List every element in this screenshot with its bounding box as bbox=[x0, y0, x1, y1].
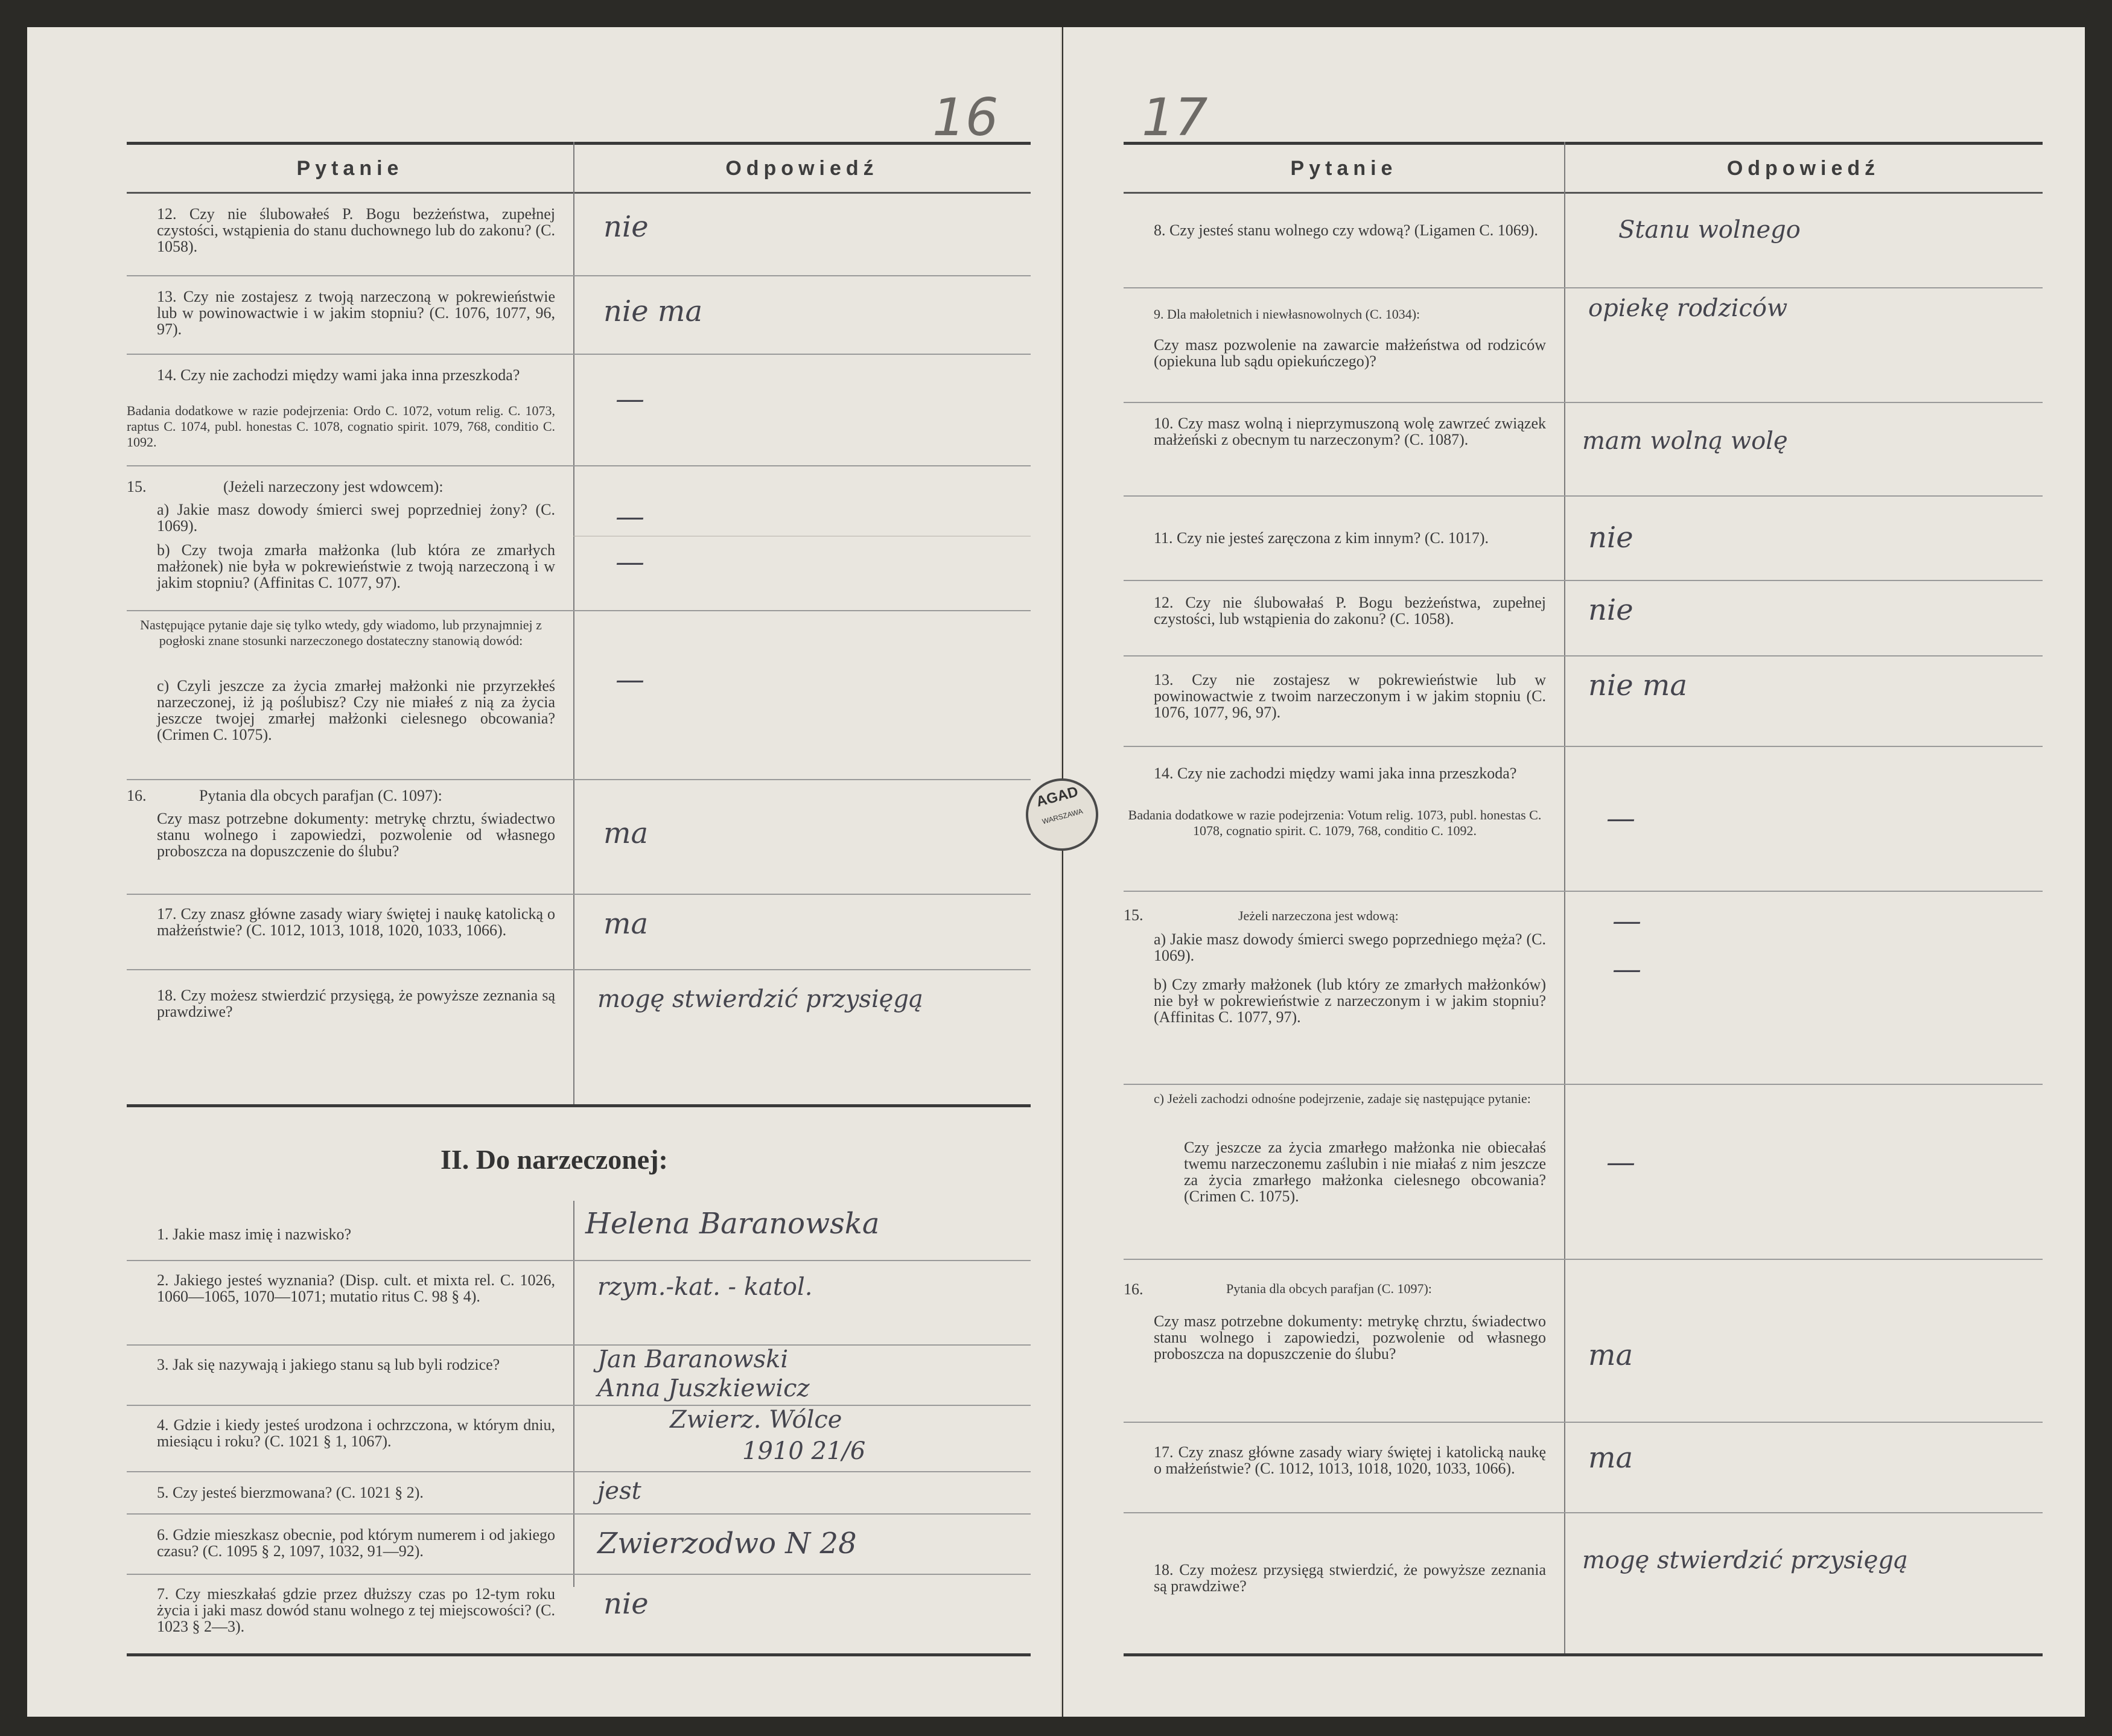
table-row bbox=[127, 466, 1031, 611]
table-end-rule bbox=[127, 1104, 1031, 1107]
question-text: 13. Czy nie zostajesz z twoją narzeczoną w pokrewieństwie lub w powinowactwie i w jakim stopniu? (C. 1076, 1077, 96, 97). bbox=[157, 288, 555, 338]
question-text: 14. Czy nie zachodzi między wami jaka inna przeszkoda? bbox=[1154, 765, 1517, 782]
answer-text: Helena Baranowska bbox=[585, 1207, 880, 1241]
answer-text: nie ma bbox=[1588, 669, 1688, 702]
answer-text: nie bbox=[1588, 521, 1633, 555]
question-text: 2. Jakiego jesteś wyznania? (Disp. cult. et mixta rel. C. 1026, 1060—1065, 1070—1071; mutatio ritus C. 98 § 4). bbox=[157, 1271, 555, 1305]
table-end-rule bbox=[1124, 1653, 2043, 1656]
question-number: 15. bbox=[127, 478, 147, 495]
answer-text: Anna Juszkiewicz bbox=[597, 1375, 810, 1402]
answer-text: ma bbox=[1588, 1441, 1633, 1475]
question-text: 18. Czy możesz przysięgą stwierdzić, że powyższe zeznania są prawdziwe? bbox=[1154, 1561, 1546, 1595]
table-row bbox=[1124, 581, 2043, 657]
note-text: c) Jeżeli zachodzi odnośne podejrzenie, zadaje się następujące pytanie: bbox=[1154, 1091, 1531, 1106]
table-row bbox=[1124, 1513, 2043, 1653]
header-question: Pytanie bbox=[296, 156, 404, 180]
table-row bbox=[127, 611, 1031, 780]
table-header bbox=[1124, 142, 2043, 194]
answer-text: nie bbox=[603, 210, 649, 244]
left-page bbox=[27, 27, 1062, 1717]
question-number: 16. bbox=[1124, 1280, 1143, 1298]
table-row bbox=[1124, 195, 2043, 288]
question-text: 12. Czy nie ślubowałaś P. Bogu bezżeństwa, zupełnej czystości, lub wstąpienia do zakonu? (C. 1058). bbox=[1154, 594, 1546, 628]
table-row bbox=[127, 276, 1031, 355]
answer-text: Zwierz. Wólce bbox=[670, 1406, 842, 1434]
table-row bbox=[1124, 403, 2043, 497]
question-text: Czy masz pozwolenie na zawarcie małżeństwa od rodziców (opiekuna lub sądu opiekuńczego)? bbox=[1154, 336, 1546, 370]
table-row bbox=[127, 355, 1031, 466]
table-row bbox=[127, 970, 1031, 1103]
table-row bbox=[127, 1346, 1031, 1406]
question-text: Czy masz potrzebne dokumenty: metrykę chrztu, świadectwo stanu wolnego i zapowiedzi, pozwolenie od własnego proboszcza na dopuszczenie do ślubu? bbox=[157, 810, 555, 860]
answer-text: mogę stwierdzić przysięgą bbox=[597, 985, 923, 1013]
question-text: b) Czy twoja zmarła małżonka (lub która ze zmarłych małżonek) nie była w pokrewieństwie z twoją narzeczoną i w jakim stopniu? (Affinitas C. 1077, 97). bbox=[157, 541, 555, 591]
table-row bbox=[127, 1261, 1031, 1346]
answer-text: 1910 21/6 bbox=[742, 1437, 866, 1465]
question-text: b) Czy zmarły małżonek (lub który ze zmarłych małżonków) nie był w pokrewieństwie z narzeczonym i w jakim stopniu? (Affinitas C. 1077, 97). bbox=[1154, 976, 1546, 1026]
question-text: 11. Czy nie jesteś zaręczona z kim innym? (C. 1017). bbox=[1154, 529, 1489, 547]
table-row bbox=[1124, 892, 2043, 1085]
question-text: 17. Czy znasz główne zasady wiary świętej i katolicką naukę o małżeństwie? (C. 1012, 1013, 1018, 1020, 1033, 1066). bbox=[1154, 1443, 1546, 1477]
question-text: Czy jeszcze za życia zmarłego małżonka nie obiecałaś twemu narzeczonemu zaślubin i nie miałaś z nim jeszcze za życia zmarłego małżonka cielesnego obcowania? (Crimen C. 1075). bbox=[1184, 1139, 1546, 1205]
table-row bbox=[1124, 1423, 2043, 1513]
table-row bbox=[127, 1575, 1031, 1653]
question-text: a) Jakie masz dowody śmierci swego poprzedniego męża? (C. 1069). bbox=[1154, 930, 1546, 964]
answer-text: — bbox=[615, 382, 644, 416]
note-text: Następujące pytanie daje się tylko wtedy, gdy wiadomo, lub przynajmniej z pogłoski znane stosunki narzeczonego dostateczny stanowią dowód: bbox=[140, 617, 542, 648]
answer-text: ma bbox=[603, 816, 649, 850]
table-row bbox=[1124, 657, 2043, 747]
note-text: 9. Dla małoletnich i niewłasnowolnych (C. 1034): bbox=[1154, 307, 1420, 322]
answer-text: ma bbox=[1588, 1338, 1633, 1372]
question-number: 15. bbox=[1124, 906, 1143, 924]
archive-stamp: AGAD WARSZAWA bbox=[1018, 771, 1107, 859]
answer-text: Stanu wolnego bbox=[1618, 216, 1801, 244]
answer-text: — bbox=[1612, 952, 1641, 986]
answer-text: mam wolną wolę bbox=[1582, 427, 1788, 455]
answer-text: rzym.-kat. - katol. bbox=[597, 1273, 813, 1301]
table-header bbox=[127, 142, 1031, 194]
answer-text: ma bbox=[603, 907, 649, 941]
question-title: Pytania dla obcych parafjan (C. 1097): bbox=[1226, 1281, 1432, 1296]
table-row bbox=[127, 895, 1031, 970]
question-text: 4. Gdzie i kiedy jesteś urodzona i ochrzczona, w którym dniu, miesiącu i roku? (C. 1021 § 1, 1067). bbox=[157, 1416, 555, 1450]
table-row bbox=[1124, 1085, 2043, 1260]
page-number: 17 bbox=[1142, 87, 1208, 148]
answer-text: — bbox=[615, 545, 644, 579]
question-text: c) Czyli jeszcze za życia zmarłej małżonki nie przyrzekłeś narzeczonej, iż ją poślubisz? Czy nie miałeś z nią za życia jeszcze twojej zmarłej małżonki cielesnego obcowania? (Crimen C. 1075). bbox=[157, 677, 555, 743]
question-title: Pytania dla obcych parafjan (C. 1097): bbox=[199, 787, 442, 804]
answer-text: opiekę rodziców bbox=[1588, 294, 1788, 322]
table-end-rule bbox=[127, 1653, 1031, 1656]
table-row bbox=[127, 1515, 1031, 1575]
table-row bbox=[127, 780, 1031, 895]
right-page bbox=[1063, 27, 2085, 1717]
page-number: 16 bbox=[932, 87, 999, 148]
answer-text: — bbox=[1606, 801, 1635, 835]
question-title: Jeżeli narzeczona jest wdową: bbox=[1238, 908, 1399, 923]
answer-text: nie bbox=[603, 1587, 649, 1621]
answer-text: Zwierzodwo N 28 bbox=[597, 1527, 857, 1560]
table-row bbox=[127, 1472, 1031, 1515]
answer-text: nie bbox=[1588, 593, 1633, 627]
question-text: 10. Czy masz wolną i nieprzymuszoną wolę zawrzeć związek małżeński z obecnym tu narzeczonym? (C. 1087). bbox=[1154, 415, 1546, 448]
question-title: (Jeżeli narzeczony jest wdowcem): bbox=[223, 478, 444, 495]
section-title: II. Do narzeczonej: bbox=[441, 1144, 668, 1175]
question-text: 18. Czy możesz stwierdzić przysięgą, że powyższe zeznania są prawdziwe? bbox=[157, 987, 555, 1020]
table-row bbox=[1124, 1260, 2043, 1423]
answer-text: — bbox=[1606, 1145, 1635, 1179]
question-text: 13. Czy nie zostajesz w pokrewieństwie lub w powinowactwie z twoim narzeczonym i w jakim stopniu (C. 1076, 1077, 96, 97). bbox=[1154, 671, 1546, 721]
question-text: 14. Czy nie zachodzi między wami jaka inna przeszkoda? bbox=[157, 366, 520, 384]
answer-text: nie ma bbox=[603, 294, 703, 328]
table-row bbox=[1124, 288, 2043, 403]
table-row bbox=[127, 195, 1031, 276]
answer-text: — bbox=[615, 663, 644, 696]
answer-text: Jan Baranowski bbox=[597, 1346, 789, 1373]
question-text: a) Jakie masz dowody śmierci swej poprzedniej żony? (C. 1069). bbox=[157, 501, 555, 535]
question-text: 17. Czy znasz główne zasady wiary świętej i naukę katolicką o małżeństwie? (C. 1012, 1013, 1018, 1020, 1033, 1066). bbox=[157, 905, 555, 939]
question-text: Czy masz potrzebne dokumenty: metrykę chrztu, świadectwo stanu wolnego i zapowiedzi, pozwolenie od własnego proboszcza na dopuszczenie do ślubu? bbox=[1154, 1312, 1546, 1362]
question-number: 16. bbox=[127, 787, 147, 804]
answer-text: mogę stwierdzić przysięgą bbox=[1582, 1547, 1908, 1574]
note-text: Badania dodatkowe w razie podejrzenia: Votum relig. 1073, publ. honestas C. 1078, cognatio spirit. C. 1079, 768, conditio C. 1092. bbox=[1128, 807, 1542, 838]
table-row bbox=[127, 1201, 1031, 1261]
table-row bbox=[1124, 497, 2043, 581]
question-text: 8. Czy jesteś stanu wolnego czy wdową? (Ligamen C. 1069). bbox=[1154, 221, 1538, 239]
question-text: 7. Czy mieszkałaś gdzie przez dłuższy czas po 12-tym roku życia i jaki masz dowód stanu wolnego z tej miejscowości? (C. 1023 § 2—3). bbox=[157, 1585, 555, 1635]
table-row bbox=[1124, 747, 2043, 892]
header-answer: Odpowiedź bbox=[1726, 156, 1880, 180]
question-text: 1. Jakie masz imię i nazwisko? bbox=[157, 1226, 352, 1243]
note-text: Badania dodatkowe w razie podejrzenia: Ordo C. 1072, votum relig. C. 1073, raptus C. 1074, publ. honestas C. 1078, cognatio spirit. 1079, 768, conditio C. 1092. bbox=[127, 403, 555, 450]
question-text: 12. Czy nie ślubowałeś P. Bogu bezżeństwa, zupełnej czystości, wstąpienia do stanu duchownego lub do zakonu? (C. 1058). bbox=[157, 205, 555, 255]
header-answer: Odpowiedź bbox=[725, 156, 879, 180]
question-text: 3. Jak się nazywają i jakiego stanu są lub byli rodzice? bbox=[157, 1356, 500, 1373]
question-text: 6. Gdzie mieszkasz obecnie, pod którym numerem i od jakiego czasu? (C. 1095 § 2, 1097, 1032, 91—92). bbox=[157, 1526, 555, 1560]
table-row bbox=[127, 1406, 1031, 1472]
question-text: 5. Czy jesteś bierzmowana? (C. 1021 § 2). bbox=[157, 1484, 424, 1501]
answer-text: — bbox=[615, 500, 644, 533]
answer-text: — bbox=[1612, 904, 1641, 938]
answer-text: jest bbox=[597, 1477, 641, 1505]
header-question: Pytanie bbox=[1290, 156, 1398, 180]
